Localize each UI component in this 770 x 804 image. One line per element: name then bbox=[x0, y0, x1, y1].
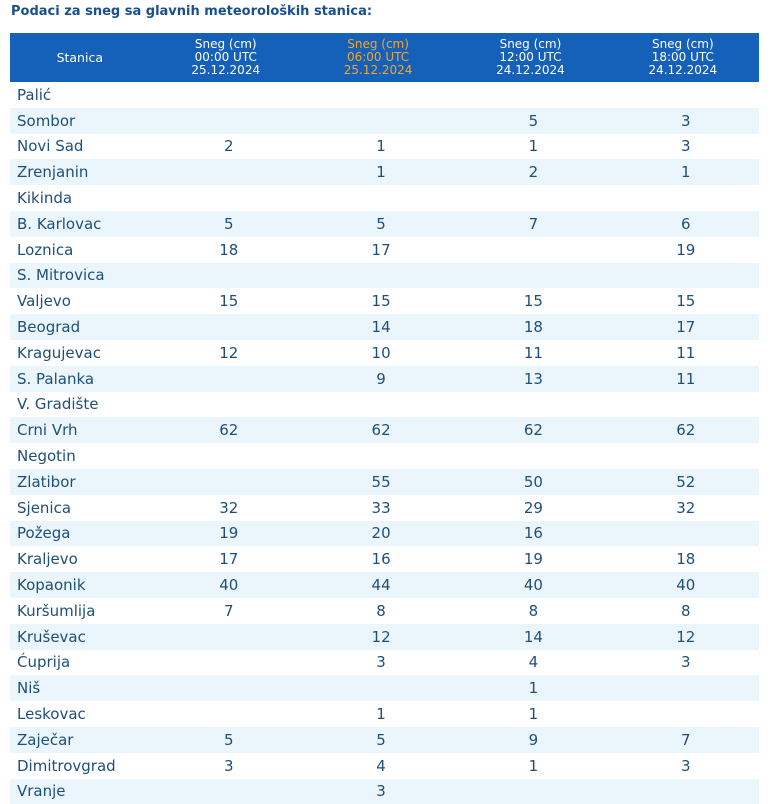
snow-value-cell bbox=[302, 82, 454, 108]
snow-value-cell bbox=[150, 159, 302, 185]
station-name: Crni Vrh bbox=[10, 417, 150, 443]
column-header-time: 18:00 UTC bbox=[651, 50, 714, 64]
snow-value-cell bbox=[302, 727, 454, 753]
snow-value: 5 bbox=[376, 730, 386, 749]
snow-value: 8 bbox=[376, 601, 386, 620]
snow-value-cell bbox=[302, 624, 454, 650]
snow-value-cell bbox=[302, 134, 454, 160]
snow-value-cell bbox=[607, 701, 759, 727]
snow-value-cell bbox=[302, 675, 454, 701]
snow-value-cell bbox=[302, 753, 454, 779]
snow-value-cell bbox=[302, 598, 454, 624]
snow-value-cell bbox=[302, 366, 454, 392]
snow-value: 40 bbox=[219, 576, 239, 595]
snow-value: 32 bbox=[219, 498, 239, 517]
column-header-label: Sneg (cm) bbox=[347, 37, 409, 51]
snow-value-cell bbox=[150, 366, 302, 392]
snow-value: 12 bbox=[676, 627, 696, 646]
station-name: Vranje bbox=[10, 779, 150, 804]
column-header-date: 25.12.2024 bbox=[343, 63, 413, 77]
snow-value: 11 bbox=[676, 343, 696, 362]
snow-value-cell bbox=[607, 185, 759, 211]
snow-value-cell bbox=[454, 521, 606, 547]
snow-value-cell bbox=[607, 753, 759, 779]
snow-value-cell bbox=[607, 211, 759, 237]
snow-value-cell bbox=[454, 417, 606, 443]
table-body bbox=[10, 82, 759, 804]
table-row bbox=[10, 366, 759, 392]
table-row bbox=[10, 753, 759, 779]
snow-value-cell bbox=[150, 288, 302, 314]
station-name: Loznica bbox=[10, 237, 150, 263]
snow-value-cell bbox=[302, 650, 454, 676]
snow-value-cell bbox=[607, 417, 759, 443]
snow-value-cell bbox=[607, 237, 759, 263]
snow-value: 1 bbox=[528, 679, 539, 698]
snow-value-cell bbox=[150, 314, 302, 340]
snow-value: 8 bbox=[681, 601, 691, 620]
snow-value: 1 bbox=[376, 705, 386, 724]
column-header-0600 bbox=[302, 33, 454, 82]
snow-value-cell bbox=[454, 263, 606, 289]
station-name: Valjevo bbox=[10, 288, 150, 314]
station-name: Kuršumlija bbox=[10, 598, 150, 624]
snow-value-cell bbox=[302, 417, 454, 443]
snow-value-cell bbox=[607, 443, 759, 469]
snow-value: 13 bbox=[523, 369, 543, 388]
station-name: Beograd bbox=[10, 314, 150, 340]
table-row bbox=[10, 392, 759, 418]
table-row bbox=[10, 495, 759, 521]
snow-value: 20 bbox=[371, 524, 391, 543]
snow-value: 1 bbox=[528, 756, 539, 775]
snow-value: 19 bbox=[676, 240, 696, 259]
snow-value: 40 bbox=[523, 576, 543, 595]
snow-value-cell bbox=[150, 211, 302, 237]
snow-value-cell bbox=[150, 753, 302, 779]
snow-value-cell bbox=[454, 392, 606, 418]
snow-value: 3 bbox=[681, 137, 691, 156]
snow-value-cell bbox=[150, 650, 302, 676]
snow-value: 6 bbox=[681, 214, 691, 233]
snow-value: 32 bbox=[676, 498, 696, 517]
station-name: Zaječar bbox=[10, 727, 150, 753]
station-name: Zrenjanin bbox=[10, 159, 150, 185]
snow-value-cell bbox=[454, 314, 606, 340]
table-header-row bbox=[10, 33, 759, 82]
snow-value-cell bbox=[302, 340, 454, 366]
snow-value-cell bbox=[607, 469, 759, 495]
snow-value: 55 bbox=[371, 472, 391, 491]
snow-value-cell bbox=[302, 159, 454, 185]
snow-value-cell bbox=[454, 701, 606, 727]
snow-value-cell bbox=[454, 108, 606, 134]
station-name: S. Palanka bbox=[10, 366, 150, 392]
snow-value: 4 bbox=[528, 653, 539, 672]
snow-value-cell bbox=[302, 572, 454, 598]
snow-value-cell bbox=[607, 159, 759, 185]
station-name: Kopaonik bbox=[10, 572, 150, 598]
snow-value: 11 bbox=[676, 369, 696, 388]
table-row bbox=[10, 521, 759, 547]
snow-value-cell bbox=[454, 288, 606, 314]
snow-data-table bbox=[10, 33, 759, 804]
snow-value-cell bbox=[454, 650, 606, 676]
snow-value-cell bbox=[607, 340, 759, 366]
snow-value-cell bbox=[454, 753, 606, 779]
snow-value-cell bbox=[302, 237, 454, 263]
column-header-date: 24.12.2024 bbox=[648, 63, 718, 77]
table-row bbox=[10, 443, 759, 469]
station-name: Negotin bbox=[10, 443, 150, 469]
snow-value-cell bbox=[302, 546, 454, 572]
snow-value-cell bbox=[454, 495, 606, 521]
snow-value: 17 bbox=[371, 240, 391, 259]
snow-value-cell bbox=[302, 701, 454, 727]
snow-value-cell bbox=[302, 495, 454, 521]
snow-value-cell bbox=[607, 598, 759, 624]
snow-value-cell bbox=[607, 495, 759, 521]
snow-value-cell bbox=[454, 469, 606, 495]
snow-value: 18 bbox=[523, 318, 543, 337]
snow-value: 5 bbox=[223, 730, 234, 749]
snow-value-cell bbox=[150, 572, 302, 598]
table-row bbox=[10, 314, 759, 340]
snow-value-cell bbox=[454, 340, 606, 366]
table-row bbox=[10, 108, 759, 134]
snow-value: 3 bbox=[376, 653, 386, 672]
snow-value-cell bbox=[454, 211, 606, 237]
table-row bbox=[10, 237, 759, 263]
snow-value-cell bbox=[150, 417, 302, 443]
table-row bbox=[10, 263, 759, 289]
snow-value-cell bbox=[607, 263, 759, 289]
snow-value-cell bbox=[607, 82, 759, 108]
table-row bbox=[10, 701, 759, 727]
snow-value: 19 bbox=[523, 550, 543, 569]
station-name: Zlatibor bbox=[10, 469, 150, 495]
snow-value: 1 bbox=[376, 163, 386, 182]
snow-value-cell bbox=[302, 288, 454, 314]
snow-value: 4 bbox=[376, 756, 386, 775]
station-name: Palić bbox=[10, 82, 150, 108]
table-row bbox=[10, 82, 759, 108]
snow-value: 3 bbox=[681, 111, 691, 130]
snow-value-cell bbox=[302, 521, 454, 547]
column-header-date: 25.12.2024 bbox=[191, 63, 261, 77]
snow-value: 19 bbox=[219, 524, 239, 543]
snow-value: 1 bbox=[376, 137, 386, 156]
snow-value: 18 bbox=[676, 550, 696, 569]
snow-value: 16 bbox=[523, 524, 543, 543]
column-header-1800 bbox=[607, 33, 759, 82]
snow-value-cell bbox=[302, 392, 454, 418]
snow-value: 62 bbox=[676, 421, 696, 440]
snow-value: 8 bbox=[528, 601, 539, 620]
snow-value-cell bbox=[150, 495, 302, 521]
snow-value-cell bbox=[454, 159, 606, 185]
column-header-label: Sneg (cm) bbox=[651, 37, 714, 51]
snow-value-cell bbox=[150, 469, 302, 495]
snow-value-cell bbox=[150, 675, 302, 701]
column-header-label: Sneg (cm) bbox=[194, 37, 257, 51]
snow-value-cell bbox=[150, 598, 302, 624]
column-header-label: Sneg (cm) bbox=[499, 37, 562, 51]
station-name: Kruševac bbox=[10, 624, 150, 650]
snow-value-cell bbox=[607, 366, 759, 392]
snow-value: 3 bbox=[376, 782, 386, 801]
snow-value-cell bbox=[150, 82, 302, 108]
snow-value: 18 bbox=[219, 240, 239, 259]
snow-value-cell bbox=[302, 443, 454, 469]
snow-value: 2 bbox=[223, 137, 234, 156]
snow-value-cell bbox=[150, 108, 302, 134]
table-row bbox=[10, 159, 759, 185]
snow-value: 14 bbox=[371, 318, 391, 337]
snow-value-cell bbox=[454, 237, 606, 263]
snow-value-cell bbox=[454, 366, 606, 392]
station-name: Sjenica bbox=[10, 495, 150, 521]
station-name: Kikinda bbox=[10, 185, 150, 211]
snow-value: 11 bbox=[523, 343, 543, 362]
table-row bbox=[10, 340, 759, 366]
snow-value: 1 bbox=[681, 163, 691, 182]
snow-value-cell bbox=[607, 314, 759, 340]
table-row bbox=[10, 417, 759, 443]
snow-value-cell bbox=[302, 211, 454, 237]
snow-value: 3 bbox=[681, 756, 691, 775]
station-name: Leskovac bbox=[10, 701, 150, 727]
snow-value: 15 bbox=[523, 292, 543, 311]
table-row bbox=[10, 469, 759, 495]
snow-value-cell bbox=[607, 108, 759, 134]
table-row bbox=[10, 572, 759, 598]
station-name: Dimitrovgrad bbox=[10, 753, 150, 779]
snow-value: 9 bbox=[376, 369, 386, 388]
snow-value: 29 bbox=[523, 498, 543, 517]
snow-value: 40 bbox=[676, 576, 696, 595]
table-row bbox=[10, 185, 759, 211]
snow-value: 5 bbox=[376, 214, 386, 233]
snow-value: 62 bbox=[523, 421, 543, 440]
station-column-header: Stanica bbox=[10, 33, 150, 82]
snow-value-cell bbox=[454, 134, 606, 160]
snow-value-cell bbox=[302, 469, 454, 495]
snow-value-cell bbox=[150, 521, 302, 547]
snow-value: 12 bbox=[371, 627, 391, 646]
snow-value: 1 bbox=[528, 705, 539, 724]
snow-value: 2 bbox=[528, 163, 539, 182]
table-row bbox=[10, 211, 759, 237]
snow-value-cell bbox=[607, 521, 759, 547]
column-header-date: 24.12.2024 bbox=[496, 63, 565, 77]
snow-value-cell bbox=[607, 779, 759, 804]
snow-value: 7 bbox=[223, 601, 234, 620]
station-name: Požega bbox=[10, 521, 150, 547]
snow-value: 15 bbox=[676, 292, 696, 311]
snow-value-cell bbox=[607, 675, 759, 701]
snow-value-cell bbox=[454, 779, 606, 804]
page-title: Podaci za sneg sa glavnih meteoroloških stanica: bbox=[11, 4, 373, 19]
snow-value-cell bbox=[607, 392, 759, 418]
snow-value-cell bbox=[454, 185, 606, 211]
snow-value-cell bbox=[607, 546, 759, 572]
snow-value-cell bbox=[150, 263, 302, 289]
snow-value-cell bbox=[454, 546, 606, 572]
station-name: Niš bbox=[10, 675, 150, 701]
station-name: Ćuprija bbox=[10, 650, 150, 676]
snow-value: 33 bbox=[371, 498, 391, 517]
table-row bbox=[10, 675, 759, 701]
station-name: Kraljevo bbox=[10, 546, 150, 572]
table-row bbox=[10, 779, 759, 804]
snow-value: 62 bbox=[219, 421, 239, 440]
snow-value-cell bbox=[454, 443, 606, 469]
snow-value-cell bbox=[150, 546, 302, 572]
snow-value-cell bbox=[302, 314, 454, 340]
table-row bbox=[10, 598, 759, 624]
snow-value-cell bbox=[150, 340, 302, 366]
snow-value-cell bbox=[302, 185, 454, 211]
snow-value: 7 bbox=[528, 214, 539, 233]
snow-value: 17 bbox=[676, 318, 696, 337]
snow-value: 5 bbox=[528, 111, 539, 130]
snow-value-cell bbox=[607, 727, 759, 753]
snow-value: 62 bbox=[371, 421, 391, 440]
snow-value-cell bbox=[454, 727, 606, 753]
snow-value-cell bbox=[150, 134, 302, 160]
snow-value: 3 bbox=[223, 756, 234, 775]
snow-value: 15 bbox=[371, 292, 391, 311]
table-row bbox=[10, 727, 759, 753]
snow-value: 15 bbox=[219, 292, 239, 311]
station-name: V. Gradište bbox=[10, 392, 150, 418]
snow-value: 12 bbox=[219, 343, 239, 362]
snow-value-cell bbox=[454, 598, 606, 624]
snow-value-cell bbox=[150, 185, 302, 211]
snow-value-cell bbox=[607, 650, 759, 676]
snow-value-cell bbox=[454, 572, 606, 598]
snow-value-cell bbox=[607, 572, 759, 598]
station-name: Kragujevac bbox=[10, 340, 150, 366]
snow-value-cell bbox=[607, 134, 759, 160]
snow-value: 44 bbox=[371, 576, 391, 595]
snow-value-cell bbox=[150, 392, 302, 418]
column-header-time: 00:00 UTC bbox=[194, 50, 257, 64]
station-name: S. Mitrovica bbox=[10, 263, 150, 289]
snow-value: 10 bbox=[371, 343, 391, 362]
column-header-time: 12:00 UTC bbox=[499, 50, 562, 64]
table-row bbox=[10, 134, 759, 160]
snow-value-cell bbox=[302, 779, 454, 804]
snow-value-cell bbox=[150, 727, 302, 753]
snow-value-cell bbox=[150, 624, 302, 650]
snow-value-cell bbox=[150, 779, 302, 804]
snow-value-cell bbox=[607, 288, 759, 314]
snow-value: 1 bbox=[528, 137, 539, 156]
snow-value: 14 bbox=[523, 627, 543, 646]
column-header-1200 bbox=[454, 33, 606, 82]
snow-value-cell bbox=[150, 701, 302, 727]
table-row bbox=[10, 546, 759, 572]
snow-value-cell bbox=[302, 263, 454, 289]
snow-value: 17 bbox=[219, 550, 239, 569]
snow-value-cell bbox=[454, 675, 606, 701]
station-name: B. Karlovac bbox=[10, 211, 150, 237]
snow-value: 16 bbox=[371, 550, 391, 569]
snow-value-cell bbox=[454, 82, 606, 108]
station-name: Sombor bbox=[10, 108, 150, 134]
column-header-0000 bbox=[150, 33, 302, 82]
column-header-time: 06:00 UTC bbox=[346, 50, 410, 64]
snow-value: 7 bbox=[681, 730, 691, 749]
table-row bbox=[10, 624, 759, 650]
station-name: Novi Sad bbox=[10, 134, 150, 160]
snow-value-cell bbox=[302, 108, 454, 134]
snow-value-cell bbox=[150, 237, 302, 263]
table-row bbox=[10, 288, 759, 314]
snow-value-cell bbox=[454, 624, 606, 650]
snow-value: 3 bbox=[681, 653, 691, 672]
table-row bbox=[10, 650, 759, 676]
snow-value: 9 bbox=[528, 730, 539, 749]
snow-value: 50 bbox=[523, 472, 543, 491]
snow-value-cell bbox=[150, 443, 302, 469]
snow-value: 5 bbox=[223, 214, 234, 233]
snow-value-cell bbox=[607, 624, 759, 650]
snow-value: 52 bbox=[676, 472, 696, 491]
